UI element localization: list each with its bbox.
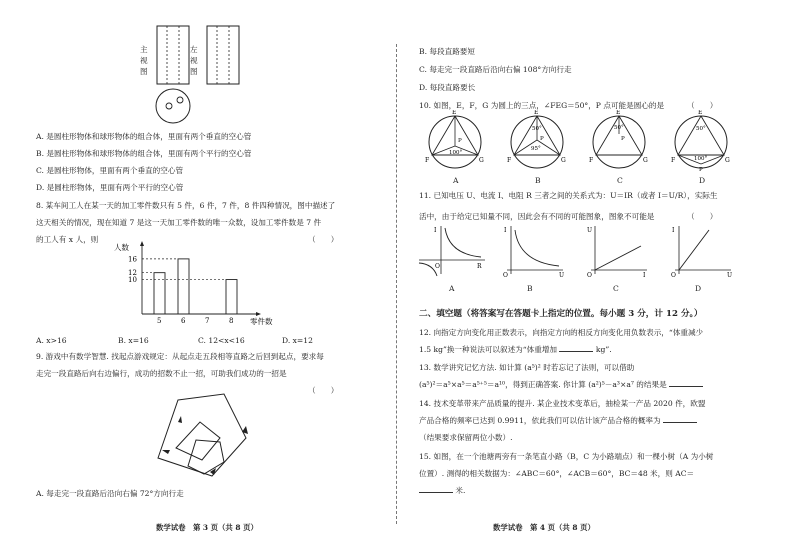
- q8-stem-line1: 8. 某车间工人在某一天的加工零件数只有 5 件，6 件，7 件，8 件四种情况，图中描述了: [36, 201, 336, 210]
- q11-d-x: U: [727, 272, 733, 279]
- footer-right: 数学试卷 第 4 页（共 8 页）: [493, 523, 595, 532]
- q8-option-b: B. x=16: [118, 336, 149, 345]
- svg-text:G: G: [561, 157, 566, 164]
- q10-b-angle: 95°: [531, 146, 541, 152]
- q11-stem-line2: 活中，由于给定已知量不同，因此会有不同的可能图象，图象不可能是: [419, 212, 655, 221]
- page-right: [397, 0, 794, 560]
- q10-d-top-angle: 50°: [696, 126, 706, 132]
- q11-d-y: I: [672, 227, 675, 234]
- q13-line2: [419, 378, 703, 391]
- q12-tail: kg”.: [595, 345, 612, 354]
- q10-stem: 10. 如图，E，F，G 为圆上的三点，∠FEG＝50°，P 点可能是圆心的是: [419, 101, 665, 110]
- q9-answer-paren: （ ）: [308, 386, 339, 395]
- svg-text:P: P: [540, 136, 544, 142]
- chart-tick-x-7: 7: [205, 317, 210, 325]
- svg-text:P: P: [458, 138, 462, 144]
- svg-text:E: E: [452, 110, 457, 116]
- chart-tick-y-12: 12: [128, 269, 137, 278]
- svg-text:O: O: [587, 272, 592, 279]
- q11-a-y: I: [434, 227, 437, 234]
- q14-line2-text: 产品合格的频率已达到 0.9911，依此我们可以估计该产品合格的概率为: [419, 416, 661, 425]
- q10-answer-paren: （ ）: [687, 101, 718, 110]
- q11-answer-paren: （ ）: [687, 212, 718, 221]
- q15-tail: 米.: [455, 486, 466, 495]
- q10-label-b: B: [535, 176, 541, 185]
- q10-circle-a: [425, 110, 484, 168]
- q14-answer-blank[interactable]: [663, 414, 697, 423]
- q11-b-y: I: [504, 227, 507, 234]
- q9-pentagon-figure: [150, 392, 260, 488]
- q10-circle-d: [671, 110, 730, 172]
- q11-label-a: A: [449, 284, 455, 293]
- q8-option-c: C. 12<x<16: [198, 336, 245, 345]
- q15-line3: [419, 484, 465, 497]
- q11-label-b: B: [527, 284, 533, 293]
- q8-stem-line3: 的工人有 x 人，则: [36, 235, 99, 244]
- svg-text:E: E: [534, 110, 539, 116]
- q10-circle-figures: [419, 110, 749, 172]
- chart-bar-5: [154, 273, 165, 314]
- q12-line2: [419, 343, 612, 356]
- q11-graph-a: [419, 226, 485, 276]
- q13-line2-text: (a⁵)²＝a⁵×a⁵＝a⁵⁺⁵＝a¹⁰，得到正确答案. 你计算 (a²)⁵－a³×a⁷ 的结果是: [419, 380, 667, 389]
- svg-text:O: O: [435, 263, 440, 270]
- svg-text:G: G: [643, 157, 648, 164]
- q11-label-d: D: [695, 284, 702, 293]
- q8-option-a: A. x>16: [36, 336, 67, 345]
- q10-a-angle: 100°: [449, 150, 463, 156]
- q11-graph-figures: [415, 224, 755, 280]
- q7-option-d: D. 是圆柱形物体，里面有两个平行的空心管: [36, 183, 184, 192]
- q11-graph-d: [671, 226, 732, 279]
- chart-ylabel: 人数: [114, 243, 129, 252]
- chart-tick-x-6: 6: [181, 317, 186, 325]
- q9-option-c: C. 每走完一段直路后沿向右偏 108°方向行走: [419, 65, 572, 74]
- q11-label-c: C: [613, 284, 619, 293]
- chart-tick-y-16: 16: [128, 255, 137, 264]
- chart-bar-6: [178, 259, 189, 314]
- chart-tick-x-8: 8: [229, 317, 234, 325]
- q9-stem-line1: 9. 游戏中有数学智慧. 找起点游戏规定：从起点走五段相等直路之后回到起点，要求每: [36, 352, 324, 361]
- chart-bar-8: [226, 280, 237, 314]
- q11-b-x: U: [559, 272, 565, 279]
- q12-line2-text: 1.5 kg”换一种说法可以叙述为“体重增加: [419, 345, 558, 354]
- chart-x-arrow: [256, 312, 261, 316]
- svg-text:P: P: [699, 167, 703, 172]
- q11-c-x: I: [643, 272, 646, 279]
- q15-answer-blank[interactable]: [419, 484, 453, 493]
- q13-answer-blank[interactable]: [669, 378, 703, 387]
- q15-line2: 位置）. 测得的相关数据为：∠ABC＝60°，∠ACB＝60°，BC＝48 米，则 AC＝: [419, 469, 695, 478]
- q7-option-c: C. 是圆柱形物体，里面有两个垂直的空心管: [36, 166, 184, 175]
- q8-option-d: D. x=12: [282, 336, 313, 345]
- svg-text:E: E: [698, 110, 703, 116]
- q8-answer-paren: （ ）: [308, 235, 339, 244]
- q10-c-top-angle: 50°: [614, 125, 624, 131]
- q11-graph-c: [587, 226, 647, 279]
- chart-tick-y-10: 10: [128, 276, 137, 285]
- q10-d-angle: 100°: [694, 156, 708, 162]
- svg-text:E: E: [616, 110, 621, 116]
- q14-line3: （结果要求保留两位小数）.: [419, 433, 513, 442]
- q9-option-b: B. 每段直路要短: [419, 47, 475, 56]
- q14-line2: [419, 414, 697, 427]
- q14-line1: 14. 技术变革带来产品质量的提升. 某企业技术变革后，抽检某一产品 2020 件，欧盟: [419, 399, 706, 408]
- q10-label-d: D: [699, 176, 706, 185]
- q13-line1: 13. 数学讲究记忆方法. 如计算 (a⁵)² 时若忘记了法则，可以借助: [419, 363, 635, 372]
- q11-a-x: R: [477, 263, 482, 270]
- svg-text:G: G: [479, 157, 484, 164]
- q9-option-a: A. 每走完一段直路后沿向右偏 72°方向行走: [36, 489, 184, 498]
- q7-three-view-figure: [145, 18, 265, 128]
- q7-front-label: 主 视 图: [140, 45, 148, 76]
- svg-text:P: P: [621, 136, 625, 142]
- svg-text:O: O: [503, 272, 508, 279]
- chart-tick-x-5: 5: [157, 317, 162, 325]
- section-fill-in-title: 二、填空题（将答案写在答题卡上指定的位置。每小题 3 分，计 12 分。）: [419, 309, 703, 319]
- svg-text:F: F: [671, 157, 676, 164]
- q11-graph-b: [503, 226, 564, 279]
- chart-y-arrow: [140, 241, 144, 246]
- q10-label-a: A: [453, 176, 459, 185]
- q7-side-label: 左 视 图: [190, 45, 198, 76]
- q10-b-top-angle: 50°: [532, 126, 542, 132]
- q7-option-b: B. 是圆柱形物体和球形物体的组合体，里面有两个平行的空心管: [36, 149, 252, 158]
- q10-label-c: C: [617, 176, 623, 185]
- footer-left: 数学试卷 第 3 页（共 8 页）: [156, 523, 258, 532]
- q15-line1: 15. 如图，在一个池塘两旁有一条笔直小路（B，C 为小路端点）和一棵小树（A 为小树: [419, 452, 714, 461]
- svg-text:G: G: [725, 157, 730, 164]
- q12-answer-blank[interactable]: [559, 343, 593, 352]
- q12-line1: 12. 向指定方向变化用正数表示，向指定方向的相反方向变化用负数表示，“体重减少: [419, 328, 704, 337]
- q9-option-d: D. 每段直路要长: [419, 83, 476, 92]
- q11-stem-line1: 11. 已知电压 U、电流 I、电阻 R 三者之间的关系式为：U＝IR（或者 I＝U/R），实际生: [419, 191, 718, 200]
- svg-text:O: O: [671, 272, 676, 279]
- svg-text:F: F: [589, 157, 594, 164]
- q8-bar-chart: [108, 238, 278, 330]
- chart-xlabel: 零件数: [250, 317, 273, 326]
- q8-stem-line2: 这天相关的情况，现在知道 7 是这一天加工零件数的唯一众数，设加工零件数是 7 件: [36, 218, 322, 227]
- svg-text:F: F: [507, 157, 512, 164]
- q9-stem-line2: 走完一段直路后向右边偏行，成功的招数不止一招，可助我们成功的一招是: [36, 369, 287, 378]
- q11-c-y: U: [587, 227, 593, 234]
- q7-option-a: A. 是圆柱形物体和球形物体的组合体，里面有两个垂直的空心管: [36, 132, 252, 141]
- q10-circle-b: [507, 110, 566, 168]
- q10-circle-c: [589, 110, 648, 168]
- svg-text:F: F: [425, 157, 430, 164]
